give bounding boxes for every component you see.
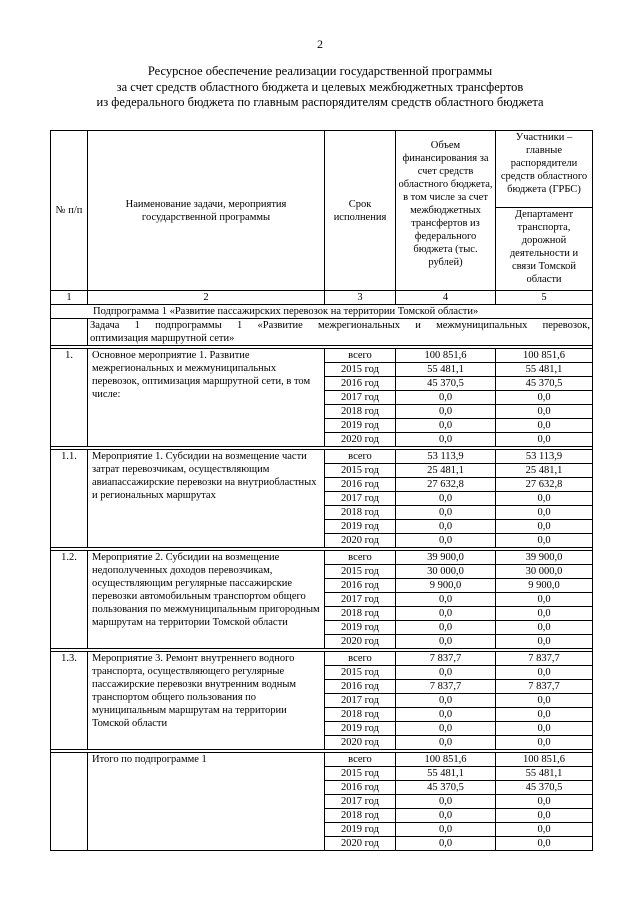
- term-cell: 2016 год: [325, 579, 396, 593]
- grbs-cell: 0,0: [496, 708, 593, 722]
- volume-cell: 100 851,6: [396, 349, 496, 363]
- header-volume: Объем финансирования за счет средств областного бюджета, в том числе за счет межбюджетных трансфертов из федерального бюджета (тыс. рублей): [396, 131, 496, 291]
- term-cell: 2017 год: [325, 593, 396, 607]
- grbs-cell: 100 851,6: [496, 753, 593, 767]
- grbs-cell: 27 632,8: [496, 478, 593, 492]
- grbs-cell: 9 900,0: [496, 579, 593, 593]
- task-title-line-2: оптимизация маршрутной сети»: [90, 333, 235, 344]
- term-cell: 2017 год: [325, 694, 396, 708]
- grbs-cell: 0,0: [496, 593, 593, 607]
- volume-cell: 0,0: [396, 405, 496, 419]
- col-index-5: 5: [496, 291, 593, 305]
- term-cell: 2016 год: [325, 478, 396, 492]
- item-name: Основное мероприятие 1. Развитие межрегиональных и межмуниципальных перевозок, оптимизация маршрутной сети, в том числе:: [88, 349, 325, 447]
- page-number: 2: [317, 37, 323, 51]
- column-index-row: [51, 291, 593, 305]
- volume-cell: 0,0: [396, 722, 496, 736]
- table-row: [51, 551, 593, 565]
- header-department: Департамент транспорта, дорожной деятельности и связи Томской области: [496, 208, 593, 291]
- volume-cell: 0,0: [396, 621, 496, 635]
- grbs-cell: 0,0: [496, 607, 593, 621]
- grbs-cell: 0,0: [496, 405, 593, 419]
- grbs-cell: 39 900,0: [496, 551, 593, 565]
- term-cell: 2017 год: [325, 795, 396, 809]
- item-number: 1.1.: [51, 450, 88, 548]
- title-line-3: из федерального бюджета по главным распорядителям средств областного бюджета: [96, 95, 544, 109]
- item-name: Итого по подпрограмме 1: [88, 753, 325, 851]
- term-cell: 2019 год: [325, 520, 396, 534]
- grbs-cell: 55 481,1: [496, 363, 593, 377]
- col-index-3: 3: [325, 291, 396, 305]
- grbs-cell: 55 481,1: [496, 767, 593, 781]
- header-num: № п/п: [51, 131, 88, 291]
- volume-cell: 45 370,5: [396, 781, 496, 795]
- volume-cell: 0,0: [396, 809, 496, 823]
- task-row: [51, 319, 593, 346]
- grbs-cell: 7 837,7: [496, 652, 593, 666]
- table-row: [51, 349, 593, 363]
- grbs-cell: 0,0: [496, 694, 593, 708]
- volume-cell: 100 851,6: [396, 753, 496, 767]
- term-cell: 2017 год: [325, 391, 396, 405]
- grbs-cell: 0,0: [496, 419, 593, 433]
- grbs-cell: 100 851,6: [496, 349, 593, 363]
- volume-cell: 30 000,0: [396, 565, 496, 579]
- item-number: [51, 753, 88, 851]
- term-cell: 2016 год: [325, 377, 396, 391]
- term-cell: 2020 год: [325, 736, 396, 750]
- term-cell: всего: [325, 753, 396, 767]
- item-number: 1.3.: [51, 652, 88, 750]
- grbs-cell: 0,0: [496, 520, 593, 534]
- volume-cell: 0,0: [396, 736, 496, 750]
- volume-cell: 27 632,8: [396, 478, 496, 492]
- grbs-cell: 0,0: [496, 795, 593, 809]
- grbs-cell: 0,0: [496, 666, 593, 680]
- grbs-cell: 0,0: [496, 621, 593, 635]
- volume-cell: 39 900,0: [396, 551, 496, 565]
- grbs-cell: 0,0: [496, 809, 593, 823]
- term-cell: 2020 год: [325, 534, 396, 548]
- term-cell: 2018 год: [325, 708, 396, 722]
- item-name: Мероприятие 3. Ремонт внутреннего водного транспорта, осуществляющего регулярные пассажирские перевозки внутренним водным транспортом общего пользования по муниципальным маршрутам на территории Томской области: [88, 652, 325, 750]
- title-line-2: за счет средств областного бюджета и целевых межбюджетных трансфертов: [116, 79, 524, 94]
- volume-cell: 0,0: [396, 823, 496, 837]
- table-row: [51, 450, 593, 464]
- grbs-cell: 0,0: [496, 736, 593, 750]
- volume-cell: 25 481,1: [396, 464, 496, 478]
- grbs-cell: 45 370,5: [496, 377, 593, 391]
- term-cell: 2015 год: [325, 666, 396, 680]
- term-cell: 2019 год: [325, 621, 396, 635]
- term-cell: 2015 год: [325, 464, 396, 478]
- volume-cell: 7 837,7: [396, 652, 496, 666]
- term-cell: 2018 год: [325, 809, 396, 823]
- title-line-1: Ресурсное обеспечение реализации государственной программы: [147, 64, 493, 78]
- volume-cell: 0,0: [396, 520, 496, 534]
- grbs-cell: 0,0: [496, 722, 593, 736]
- grbs-cell: 0,0: [496, 837, 593, 851]
- term-cell: 2020 год: [325, 433, 396, 447]
- volume-cell: 0,0: [396, 534, 496, 548]
- grbs-cell: 0,0: [496, 492, 593, 506]
- volume-cell: 0,0: [396, 795, 496, 809]
- grbs-cell: 0,0: [496, 635, 593, 649]
- document-title: [40, 64, 600, 111]
- volume-cell: 9 900,0: [396, 579, 496, 593]
- term-cell: 2015 год: [325, 565, 396, 579]
- subprogram-title: Подпрограмма 1 «Развитие пассажирских перевозок на территории Томской области»: [51, 305, 593, 319]
- volume-cell: 0,0: [396, 635, 496, 649]
- volume-cell: 53 113,9: [396, 450, 496, 464]
- volume-cell: 55 481,1: [396, 363, 496, 377]
- volume-cell: 0,0: [396, 506, 496, 520]
- resource-table: [50, 130, 593, 851]
- grbs-cell: 30 000,0: [496, 565, 593, 579]
- item-name: Мероприятие 1. Субсидии на возмещение части затрат перевозчикам, осуществляющим авиапассажирские перевозки на внутриобластных и региональных маршрутах: [88, 450, 325, 548]
- table-row: [51, 753, 593, 767]
- volume-cell: 0,0: [396, 666, 496, 680]
- term-cell: 2017 год: [325, 492, 396, 506]
- volume-cell: 55 481,1: [396, 767, 496, 781]
- col-index-4: 4: [396, 291, 496, 305]
- volume-cell: 0,0: [396, 419, 496, 433]
- term-cell: 2015 год: [325, 767, 396, 781]
- volume-cell: 45 370,5: [396, 377, 496, 391]
- grbs-cell: 0,0: [496, 823, 593, 837]
- table-row: [51, 652, 593, 666]
- volume-cell: 0,0: [396, 708, 496, 722]
- volume-cell: 0,0: [396, 433, 496, 447]
- task-title: [88, 319, 593, 346]
- volume-cell: 7 837,7: [396, 680, 496, 694]
- volume-cell: 0,0: [396, 837, 496, 851]
- volume-cell: 0,0: [396, 694, 496, 708]
- term-cell: 2020 год: [325, 635, 396, 649]
- item-number: 1.2.: [51, 551, 88, 649]
- term-cell: 2020 год: [325, 837, 396, 851]
- col-index-2: 2: [88, 291, 325, 305]
- volume-cell: 0,0: [396, 391, 496, 405]
- col-index-1: 1: [51, 291, 88, 305]
- subprogram-row: [51, 305, 593, 319]
- term-cell: всего: [325, 551, 396, 565]
- grbs-cell: 0,0: [496, 506, 593, 520]
- header-term: Срок исполнения: [325, 131, 396, 291]
- term-cell: 2018 год: [325, 607, 396, 621]
- term-cell: 2018 год: [325, 405, 396, 419]
- term-cell: всего: [325, 450, 396, 464]
- header-name: Наименование задачи, мероприятия государственной программы: [88, 131, 325, 291]
- term-cell: 2016 год: [325, 781, 396, 795]
- term-cell: 2019 год: [325, 419, 396, 433]
- grbs-cell: 0,0: [496, 534, 593, 548]
- grbs-cell: 45 370,5: [496, 781, 593, 795]
- grbs-cell: 7 837,7: [496, 680, 593, 694]
- item-number: 1.: [51, 349, 88, 447]
- volume-cell: 0,0: [396, 607, 496, 621]
- grbs-cell: 0,0: [496, 391, 593, 405]
- volume-cell: 0,0: [396, 593, 496, 607]
- grbs-cell: 53 113,9: [496, 450, 593, 464]
- header-participants: Участники – главные распорядители средств областного бюджета (ГРБС): [496, 131, 593, 208]
- task-title-line-1: Задача 1 подпрограммы 1 «Развитие межрегиональных и межмуниципальных перевозок,: [90, 320, 590, 331]
- item-name: Мероприятие 2. Субсидии на возмещение недополученных доходов перевозчикам, осуществляющим регулярные пассажирские перевозки автомобильным транспортом общего пользования по межмуниципальным пригородным маршрутам на территории Томской области: [88, 551, 325, 649]
- term-cell: 2019 год: [325, 722, 396, 736]
- term-cell: всего: [325, 349, 396, 363]
- term-cell: 2019 год: [325, 823, 396, 837]
- term-cell: 2018 год: [325, 506, 396, 520]
- header-row: [51, 131, 593, 208]
- term-cell: 2015 год: [325, 363, 396, 377]
- grbs-cell: 25 481,1: [496, 464, 593, 478]
- grbs-cell: 0,0: [496, 433, 593, 447]
- volume-cell: 0,0: [396, 492, 496, 506]
- term-cell: 2016 год: [325, 680, 396, 694]
- term-cell: всего: [325, 652, 396, 666]
